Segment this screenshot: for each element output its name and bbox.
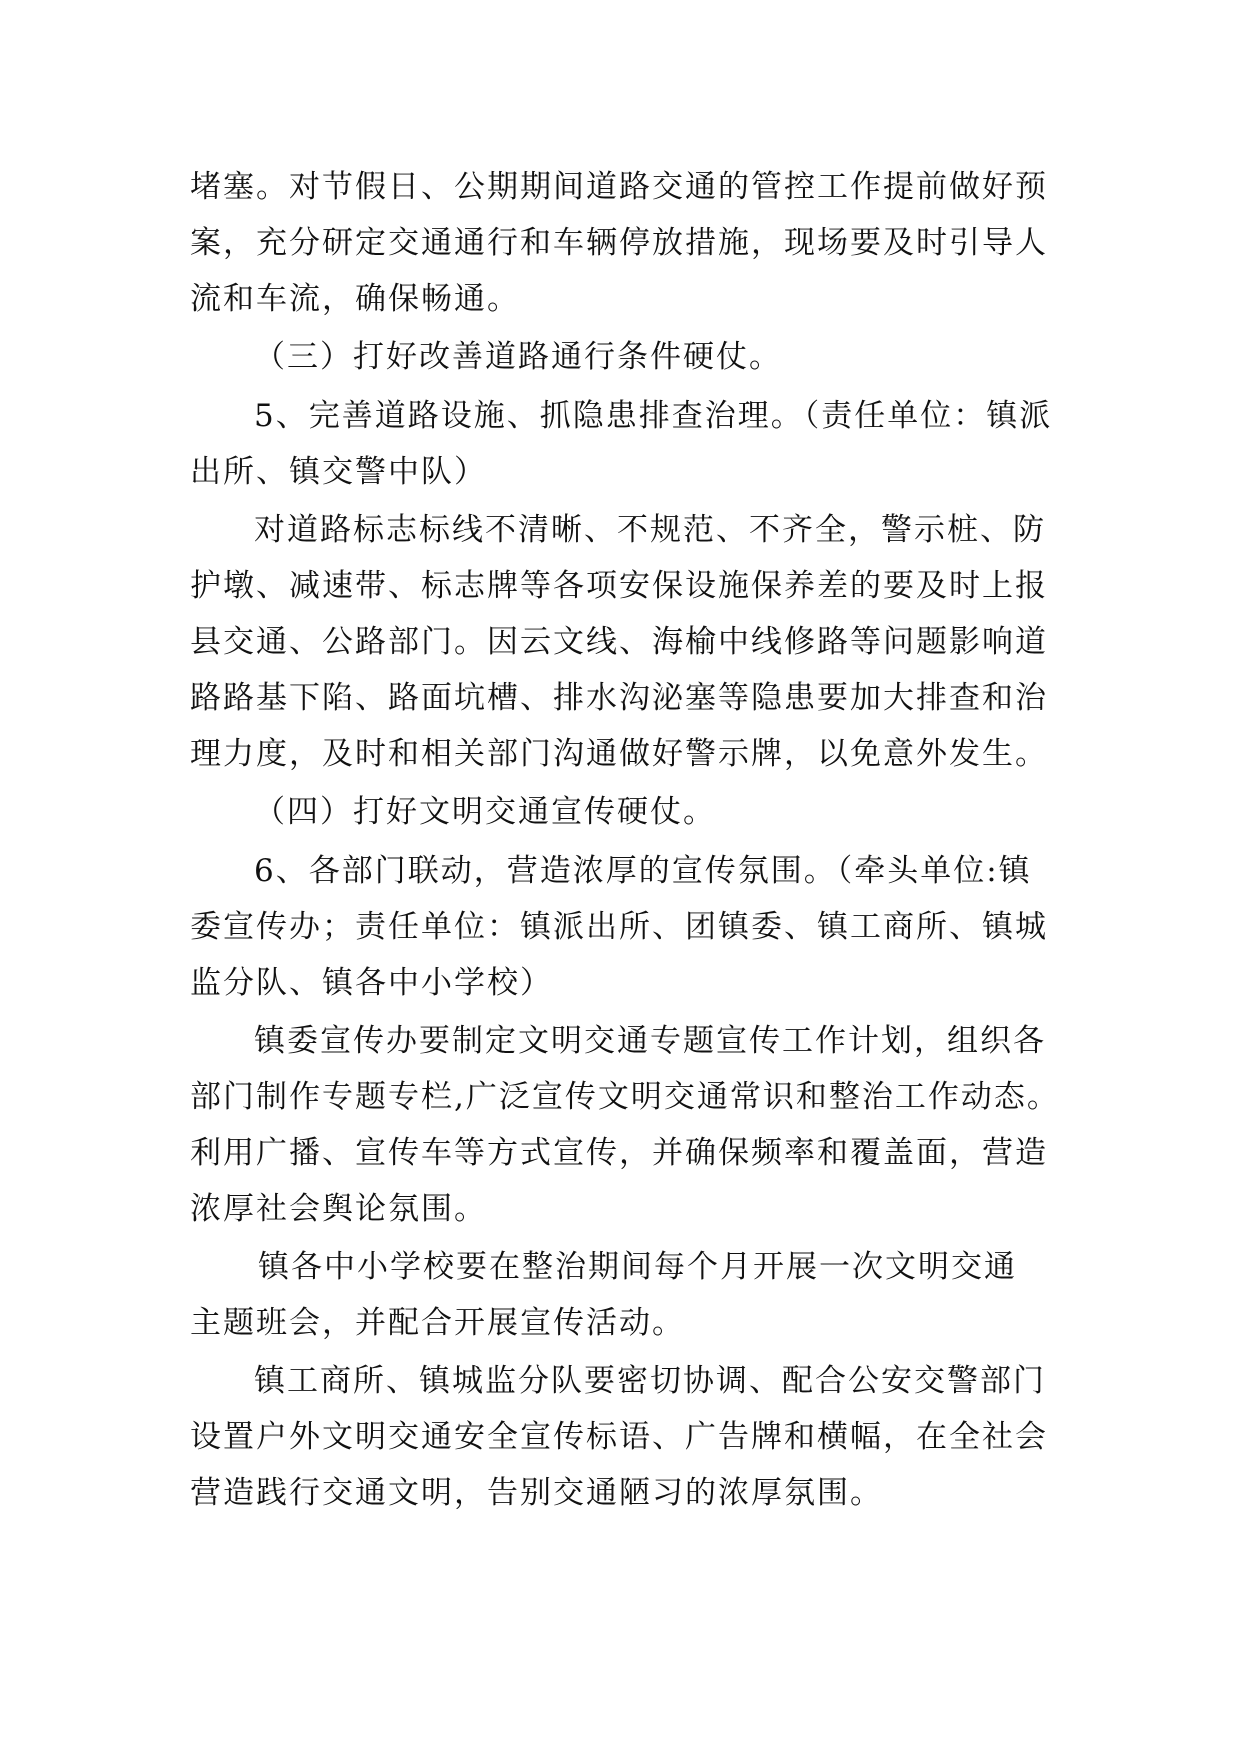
text-line-10: 路路基下陷、路面坑槽、排水沟泌塞等隐患要加大排查和治 — [190, 680, 1048, 716]
section-heading-3: （三）打好改善道路通行条件硬仗。 — [254, 339, 782, 375]
text-line-16: 镇委宣传办要制定文明交通专题宣传工作计划，组织各 — [254, 1023, 1046, 1059]
text-line-6: 出所、镇交警中队） — [190, 454, 487, 490]
text-line-24: 营造践行交通文明，告别交通陋习的浓厚氛围。 — [190, 1475, 883, 1511]
section-heading-4: （四）打好文明交通宣传硬仗。 — [254, 794, 716, 830]
item-heading-5: 5、完善道路设施、抓隐患排查治理。（责任单位：镇派 — [254, 398, 1053, 434]
text-line-11: 理力度，及时和相关部门沟通做好警示牌，以免意外发生。 — [190, 736, 1048, 772]
text-line-18: 利用广播、宣传车等方式宣传，并确保频率和覆盖面，营造 — [190, 1135, 1048, 1171]
text-line-19: 浓厚社会舆论氛围。 — [190, 1191, 487, 1227]
text-line-3: 流和车流，确保畅通。 — [190, 281, 520, 317]
text-line-17: 部门制作专题专栏,广泛宣传文明交通常识和整治工作动态。 — [190, 1079, 1060, 1115]
text-line-9: 县交通、公路部门。因云文线、海榆中线修路等问题影响道 — [190, 624, 1048, 660]
text-line-22: 镇工商所、镇城监分队要密切协调、配合公安交警部门 — [254, 1363, 1046, 1399]
text-line-7: 对道路标志标线不清晰、不规范、不齐全，警示桩、防 — [254, 512, 1046, 548]
text-line-20: 镇各中小学校要在整治期间每个月开展一次文明交通 — [258, 1249, 1017, 1285]
text-line-8: 护墩、减速带、标志牌等各项安保设施保养差的要及时上报 — [190, 568, 1048, 604]
text-line-1: 堵塞。对节假日、公期期间道路交通的管控工作提前做好预 — [190, 169, 1048, 205]
text-line-15: 监分队、镇各中小学校） — [190, 965, 553, 1001]
text-line-21: 主题班会，并配合开展宣传活动。 — [190, 1305, 685, 1341]
text-line-14: 委宣传办；责任单位：镇派出所、团镇委、镇工商所、镇城 — [190, 909, 1048, 945]
text-line-2: 案，充分研定交通通行和车辆停放措施，现场要及时引导人 — [190, 225, 1048, 261]
item-heading-6: 6、各部门联动，营造浓厚的宣传氛围。（牵头单位:镇 — [254, 853, 1032, 889]
text-line-23: 设置户外文明交通安全宣传标语、广告牌和横幅，在全社会 — [190, 1419, 1048, 1455]
